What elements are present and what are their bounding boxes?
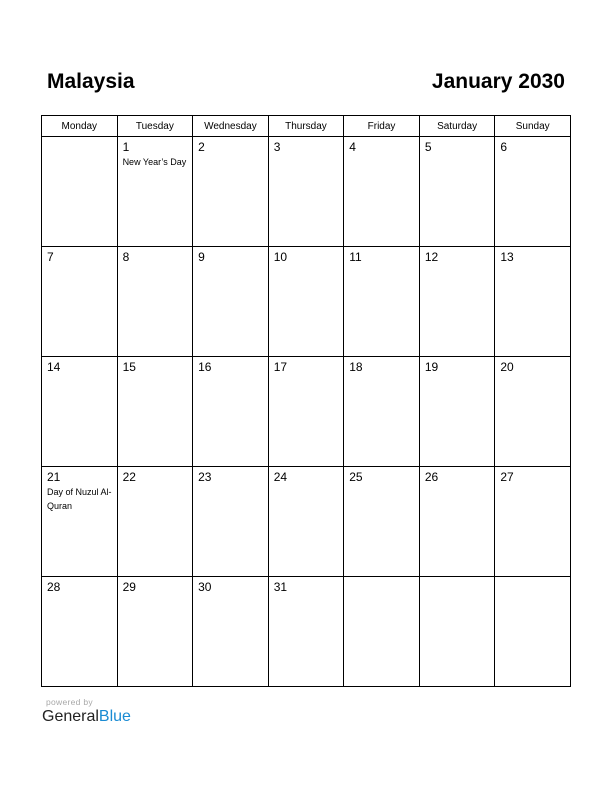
day-cell xyxy=(117,247,193,357)
day-cell xyxy=(117,577,193,687)
day-cell xyxy=(419,247,495,357)
weekday-header-row xyxy=(42,116,571,137)
day-cell xyxy=(268,357,344,467)
powered-by-text: powered by xyxy=(46,697,93,707)
day-number: 5 xyxy=(424,140,432,154)
day-number: 6 xyxy=(500,140,508,154)
day-number: 1 xyxy=(122,140,130,154)
logo-general-text: General xyxy=(42,708,99,725)
day-number: 24 xyxy=(273,470,288,484)
weekday-header-thursday: Thursday xyxy=(268,116,344,137)
day-cell xyxy=(344,137,420,247)
day-cell xyxy=(193,247,269,357)
day-cell xyxy=(268,137,344,247)
day-cell xyxy=(42,467,118,577)
day-number: 12 xyxy=(424,250,439,264)
day-number: 28 xyxy=(47,580,61,594)
month-year-title: January 2030 xyxy=(431,70,565,93)
day-number: 2 xyxy=(198,140,205,154)
day-number: 7 xyxy=(47,250,54,264)
holiday-label: New Year’s Day xyxy=(122,157,187,167)
day-cell xyxy=(193,467,269,577)
day-cell xyxy=(419,357,495,467)
day-cell xyxy=(344,357,420,467)
day-number: 14 xyxy=(47,360,61,374)
day-number: 30 xyxy=(198,580,212,594)
day-number: 21 xyxy=(47,470,61,484)
country-title: Malaysia xyxy=(47,70,135,93)
day-number: 29 xyxy=(122,580,136,594)
day-number: 25 xyxy=(349,470,363,484)
day-number: 20 xyxy=(500,360,514,374)
generalblue-logo xyxy=(42,707,131,727)
day-number: 4 xyxy=(349,140,356,154)
day-number: 11 xyxy=(349,250,362,264)
day-number: 22 xyxy=(122,470,136,484)
day-number: 27 xyxy=(500,470,514,484)
day-cell xyxy=(495,357,571,467)
weekday-header-tuesday: Tuesday xyxy=(117,116,193,137)
weekday-header-wednesday: Wednesday xyxy=(193,116,269,137)
week-row xyxy=(42,137,571,247)
week-row xyxy=(42,467,571,577)
day-cell xyxy=(419,577,495,687)
weekday-header-monday: Monday xyxy=(42,116,118,137)
day-cell xyxy=(495,137,571,247)
day-cell xyxy=(42,247,118,357)
day-cell xyxy=(42,577,118,687)
week-row xyxy=(42,247,571,357)
day-number: 26 xyxy=(424,470,439,484)
day-cell xyxy=(495,467,571,577)
weekday-header-saturday: Saturday xyxy=(419,116,495,137)
day-number: 3 xyxy=(273,140,281,154)
day-number: 16 xyxy=(198,360,212,374)
day-cell xyxy=(344,247,420,357)
day-cell xyxy=(495,247,571,357)
day-cell xyxy=(193,577,269,687)
day-cell xyxy=(419,137,495,247)
weekday-header-sunday: Sunday xyxy=(495,116,571,137)
week-row xyxy=(42,577,571,687)
day-number: 8 xyxy=(122,250,130,264)
day-cell xyxy=(268,577,344,687)
day-number: 15 xyxy=(122,360,136,374)
day-cell xyxy=(268,467,344,577)
day-number: 10 xyxy=(273,250,288,264)
day-cell xyxy=(42,137,118,247)
day-cell xyxy=(42,357,118,467)
weekday-header-friday: Friday xyxy=(344,116,420,137)
logo-blue-text: Blue xyxy=(98,708,131,725)
day-number: 19 xyxy=(424,360,439,374)
day-cell xyxy=(117,357,193,467)
day-cell xyxy=(193,137,269,247)
holiday-label: Day of Nuzul Al-Quran xyxy=(47,487,112,511)
calendar-grid xyxy=(41,115,571,687)
day-cell xyxy=(117,137,193,247)
day-cell xyxy=(193,357,269,467)
day-number: 13 xyxy=(500,250,514,264)
brand-footer xyxy=(42,697,131,727)
day-number: 17 xyxy=(273,360,288,374)
week-row xyxy=(42,357,571,467)
day-number: 18 xyxy=(349,360,363,374)
day-cell xyxy=(419,467,495,577)
day-number: 23 xyxy=(198,470,212,484)
day-cell xyxy=(495,577,571,687)
day-number: 31 xyxy=(273,580,288,594)
day-cell xyxy=(344,577,420,687)
day-number: 9 xyxy=(198,250,205,264)
day-cell xyxy=(268,247,344,357)
day-cell xyxy=(117,467,193,577)
day-cell xyxy=(344,467,420,577)
